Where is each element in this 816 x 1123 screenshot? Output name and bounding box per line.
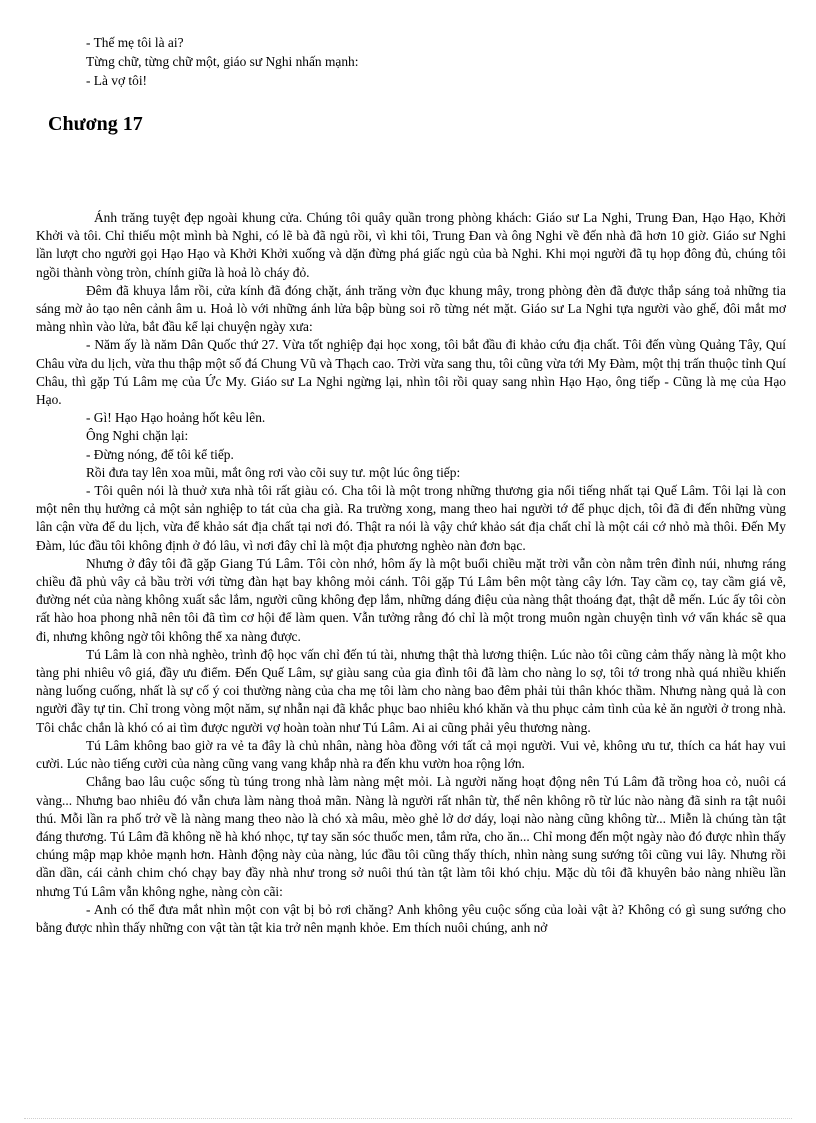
paragraph: Tú Lâm không bao giờ ra vẻ ta đây là chủ nhân, nàng hòa đồng với tất cả mọi người. Vui vẻ, không ưu tư, thích ca hát hay vui cười. Lúc nào tiếng cười của nàng cũng vang vang khắp nhà ra đến khu vườn hoa rộng lớn. (36, 737, 786, 772)
page-bottom-rule (24, 1118, 792, 1119)
paragraph: Đêm đã khuya lắm rồi, cửa kính đã đóng chặt, ánh trăng vờn đục khung mây, trong phòng đèn đã được thắp sáng toả những tia sáng mờ ảo tạo nên cảnh âm u. Hoả lò với những ánh lửa bập bùng soi rõ từng nét mặt. Giáo sư La Nghi tựa người vào ghế, đôi mắt mơ màng nhìn vào lửa, bắt đầu kể lại chuyện ngày xưa: (36, 282, 786, 335)
paragraph: Ánh trăng tuyệt đẹp ngoài khung cửa. Chúng tôi quây quần trong phòng khách: Giáo sư La Nghi, Trung Đan, Hạo Hạo, Khởi Khởi và tôi. Chỉ thiếu một mình bà Nghi, có lẽ bà đã ngủ rồi, vì khi tôi, Trung Đan và ông Nghi về đến nhà đã hơn 10 giờ. Giáo sư Nghi lần lượt cho người gọi Hạo Hạo và Khởi Khởi xuống và dặn đừng phá giấc ngủ của bà Nghi. Khi mọi người đã tụ họp đông đủ, chúng tôi ngồi thành vòng tròn, chính giữa là hoả lò cháy đỏ. (36, 210, 786, 280)
intro-line: Từng chữ, từng chữ một, giáo sư Nghi nhấn mạnh: (86, 54, 359, 69)
paragraph: - Đừng nóng, để tôi kể tiếp. (86, 446, 234, 462)
paragraph: Nhưng ở đây tôi đã gặp Giang Tú Lâm. Tôi còn nhớ, hôm ấy là một buổi chiều mặt trời vẫn còn nằm trên đỉnh núi, nhưng ráng chiều đã phủ vây cả bầu trời với từng đàn hạt bay không mỏi cánh. Tôi gặp Tú Lâm bên một tàng cây lớn. Tay cầm cọ, tay cầm giá vẽ, đường nét của nàng không xuất sắc lắm, người cũng không đẹp lắm, những dáng điệu của nàng thật thoáng đạt, thật dễ mến. Lúc ấy tôi còn rất hào hoa phong nhã nên tôi đã tìm cơ hội để làm quen. Vẫn tưởng rằng đó chỉ là một trong muôn ngàn chuyện tình vớ vẩn khác sẽ qua đi, nhưng không ngờ tôi không thể xa nàng được. (36, 555, 786, 644)
intro-dialogue (86, 33, 786, 90)
paragraph: - Anh có thể đưa mắt nhìn một con vật bị bỏ rơi chăng? Anh không yêu cuộc sống của loài vật à? Không có gì sung sướng cho bằng được nhìn thấy những con vật tàn tật kia trở nên mạnh khỏe. Em thích nuôi chúng, anh nở (36, 901, 786, 935)
chapter-title: Chương 17 (48, 113, 143, 135)
paragraph: - Năm ấy là năm Dân Quốc thứ 27. Vừa tốt nghiệp đại học xong, tôi bắt đầu đi khảo cứu địa chất. Tôi đến vùng Quảng Tây, Quí Châu vừa du lịch, vừa thu thập một số đá Chung Vũ và Thạch cao. Trời vừa sang thu, tôi cũng vừa tới My Đàm, một thị trấn thuộc tỉnh Quí Châu, thì gặp Tú Lâm mẹ của Ức My. Giáo sư La Nghi ngừng lại, nhìn tôi rồi quay sang nhìn Hạo Hạo, ông tiếp - Cũng là mẹ của Hạo Hạo. (36, 337, 786, 408)
paragraph: Rồi đưa tay lên xoa mũi, mắt ông rơi vào cõi suy tư. một lúc ông tiếp: (86, 464, 461, 480)
intro-line: - Là vợ tôi! (86, 73, 147, 88)
paragraph: Ông Nghi chặn lại: (86, 428, 189, 444)
intro-line: - Thế mẹ tôi là ai? (86, 35, 184, 50)
paragraph: - Tôi quên nói là thuở xưa nhà tôi rất giàu có. Cha tôi là một trong những thương gia nổi tiếng nhất tại Quế Lâm. Tôi lại là con một nên thụ hưởng cả một sản nghiệp to tát của cha già. Ra trường xong, mang theo hai người tớ để phục dịch, tôi đã đi đến những vùng lân cận vừa để du lịch, vừa để khảo sát địa chất tại nơi đó. Thật ra nói là vậy chứ khảo sát địa chất chỉ là một cái cớ nhỏ mà thôi. Đến My Đàm, lúc đầu tôi không định ở đó lâu, vì nơi đây chỉ là một địa phương nghèo nàn đơn bạc. (36, 483, 786, 553)
paragraph: Tú Lâm là con nhà nghèo, trình độ học vấn chỉ đến tú tài, nhưng thật thà lương thiện. Lúc nào tôi cũng cảm thấy nàng là một kho tàng phi nhiêu vô giá, đầy ưu điểm. Đến Quế Lâm, sự giàu sang của gia đình tôi đã làm cho nàng lo sợ, tôi tớ trong nhà quá nhiều khiến nàng luống cuống, nhất là sự cố ý coi thường nàng của cha mẹ tôi làm cho nàng bao đêm phải tủi thân khóc thầm. Nhưng nàng quả là con người đầy tự tin. Chỉ trong vòng một năm, sự nhẫn nại đã khắc phục bao nhiêu khó khăn và thu phục cảm tình của kẻ ăn người ở trong nhà. Tôi chắc chắn là khó có ai tìm được người vợ hoàn toàn như Tú Lâm. Ai ai cũng phải yêu thương nàng. (36, 646, 786, 735)
paragraph: - Gì! Hạo Hạo hoảng hốt kêu lên. (86, 410, 266, 426)
chapter-body (36, 209, 786, 937)
paragraph: Chẳng bao lâu cuộc sống tù túng trong nhà làm nàng mệt mỏi. Là người năng hoạt động nên Tú Lâm đã trồng hoa cỏ, nuôi cá vàng... Nhưng bao nhiêu đó vẫn chưa làm nàng thoả mãn. Nàng là người rất nhân từ, thế nên không rõ từ lúc nào nàng đã sinh ra tật nuôi thú. Mỗi lần ra phố trở về là nàng mang theo nào là chó xà mâu, mèo ghẻ lở dơ dáy, loại nào nàng cũng không từ... Miễn là chúng tàn tật đáng thương. Tú Lâm đã không nề hà khó nhọc, tự tay săn sóc thuốc men, tắm rửa, cho ăn... Chỉ mong đến một ngày nào đó được nhìn thấy chúng mập mạp khỏe mạnh hơn. Hành động này của nàng, lúc đầu tôi cũng thấy thích, nhìn nàng sung sướng tôi cũng vui lây. Nhưng rồi dần dần, cái cảnh chim chó chạy bay đầy nhà như trong sở nuôi thú tàn tật làm tôi khó chịu. Mặc dù tôi đã khuyên bảo nàng nhiều lần nhưng Tú Lâm vẫn không nghe, nàng còn cãi: (36, 774, 786, 899)
